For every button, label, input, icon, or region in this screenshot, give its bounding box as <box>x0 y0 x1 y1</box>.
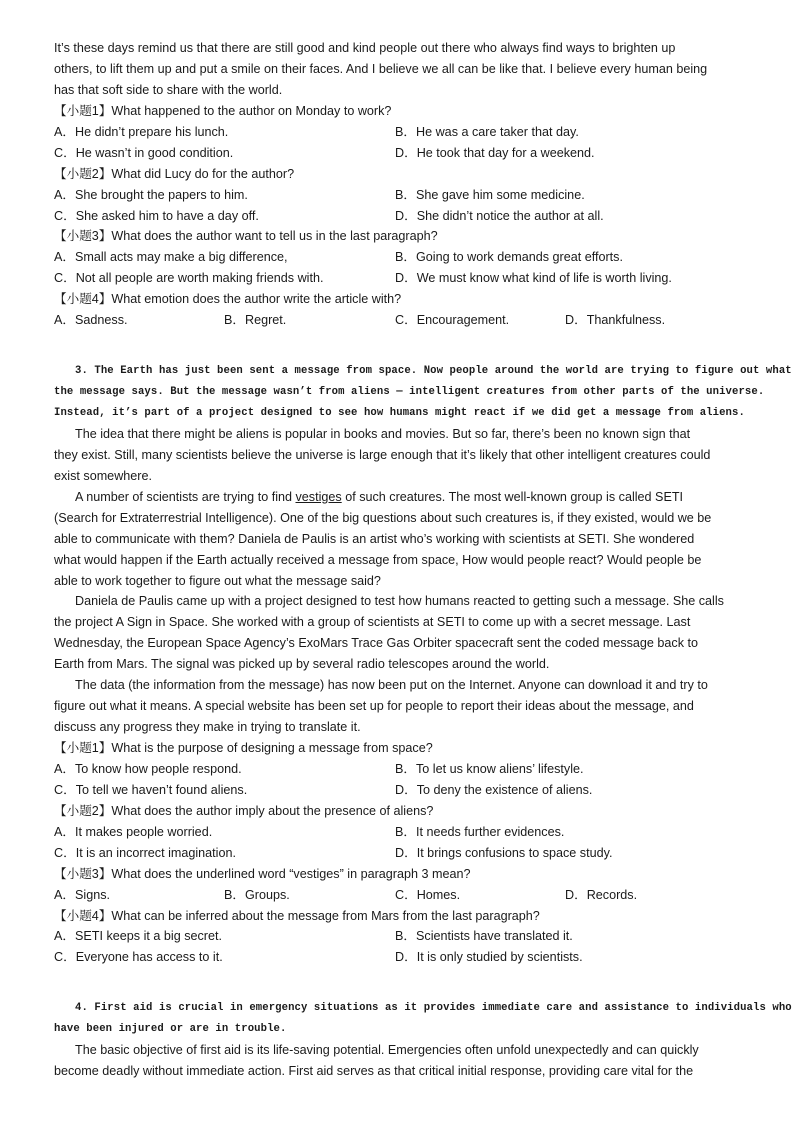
text-line: The data (the information from the message) has now been put on the Internet. Anyone can download it and try to <box>75 678 708 693</box>
option-row <box>54 843 744 864</box>
option-row <box>54 947 744 968</box>
text-line: (Search for Extraterrestrial Intelligence). One of the big questions about such creatures is, if they existed, would we be <box>54 510 712 525</box>
option-c[interactable]: C．Encouragement. <box>395 313 510 328</box>
passage-2-question-3 <box>54 226 744 289</box>
text-line: It’s these days remind us that there are still good and kind people out there who always find ways to brighten up <box>54 41 676 55</box>
text-line: The idea that there might be aliens is popular in books and movies. But so far, there’s been no known sign that <box>75 426 691 441</box>
option-d[interactable]: D．He took that day for a weekend. <box>395 145 595 160</box>
option-a[interactable]: A．Small acts may make a big difference, <box>54 250 288 265</box>
underlined-word-vestiges: vestiges <box>295 489 342 504</box>
text-line: exist somewhere. <box>54 468 152 483</box>
option-a[interactable]: A．It makes people worried. <box>54 824 213 839</box>
passage-4-paragraph-1 <box>54 1040 744 1082</box>
option-b[interactable]: B．Groups. <box>224 887 290 902</box>
text-line: have been injured or are in trouble. <box>54 1023 287 1036</box>
text-line: they exist. Still, many scientists believe the universe is large enough that it’s likely that other intelligent creatures could <box>54 447 711 462</box>
text-line: Wednesday, the European Space Agency’s ExoMars Trace Gas Orbiter spacecraft sent the coded message back to <box>54 636 699 651</box>
text-line: Daniela de Paulis came up with a project designed to test how humans reacted to getting such a message. She calls <box>75 594 724 609</box>
passage-2-question-2 <box>54 164 744 227</box>
text-line: has that soft side to share with the world. <box>54 82 283 97</box>
option-c[interactable]: C．It is an incorrect imagination. <box>54 845 236 860</box>
option-b[interactable]: B．Regret. <box>224 313 287 328</box>
text-segment: of such creatures. The most well-known group is called SETI <box>341 489 684 504</box>
text-line: The basic objective of first aid is its life-saving potential. Emergencies often unfold unexpectedly and can quickly <box>75 1043 699 1058</box>
option-d[interactable]: D．Thankfulness. <box>565 313 666 328</box>
option-a[interactable]: A．To know how people respond. <box>54 761 242 776</box>
text-segment: A number of scientists are trying to find <box>75 489 296 504</box>
passage-3-question-3 <box>54 864 744 906</box>
option-row <box>54 206 744 227</box>
option-a[interactable]: A．SETI keeps it a big secret. <box>54 929 222 944</box>
option-d[interactable]: D．It is only studied by scientists. <box>395 950 583 965</box>
option-b[interactable]: B．He was a care taker that day. <box>395 124 579 139</box>
option-a[interactable]: A．She brought the papers to him. <box>54 187 248 202</box>
option-c[interactable]: C．He wasn’t in good condition. <box>54 145 234 160</box>
question-stem: 【小题3】What does the author want to tell us in the last paragraph? <box>54 229 438 244</box>
spacer <box>54 331 744 361</box>
text-line: become deadly without immediate action. First aid serves as that critical initial response, providing care vital for the <box>54 1064 694 1079</box>
option-c[interactable]: C．Homes. <box>395 887 461 902</box>
passage-3-question-4 <box>54 906 744 969</box>
passage-3-paragraph-4 <box>54 675 744 738</box>
text-line: others, to lift them up and put a smile on their faces. And I believe we all can be like that. I believe every human being <box>54 61 708 76</box>
option-row <box>54 143 744 164</box>
option-row <box>54 885 744 906</box>
option-b[interactable]: B．She gave him some medicine. <box>395 187 585 202</box>
option-b[interactable]: B．To let us know aliens’ lifestyle. <box>395 761 584 776</box>
option-d[interactable]: D．Records. <box>565 887 638 902</box>
text-line: discuss any progress they make in trying to translate it. <box>54 720 361 735</box>
passage-3-question-1 <box>54 738 744 801</box>
text-line <box>54 487 744 508</box>
passage-3-intro <box>54 361 792 424</box>
option-d[interactable]: D．She didn’t notice the author at all. <box>395 208 604 223</box>
passage-2-conclusion <box>54 38 744 101</box>
passage-3-paragraph-2 <box>54 487 744 592</box>
passage-2-question-4 <box>54 289 744 331</box>
option-row <box>54 268 744 289</box>
passage-3-question-2 <box>54 801 744 864</box>
option-row <box>54 926 744 947</box>
passage-4-intro <box>54 998 792 1040</box>
option-c[interactable]: C．To tell we haven’t found aliens. <box>54 782 248 797</box>
option-d[interactable]: D．We must know what kind of life is worth living. <box>395 271 672 286</box>
text-line: able to communicate with them? Daniela de Paulis is an artist who’s working with scientists at SETI. She wondered <box>54 531 695 546</box>
text-line: figure out what it means. A special website has been set up for people to report their ideas about the message, and <box>54 699 694 714</box>
exam-page <box>54 38 792 1082</box>
option-b[interactable]: B．Going to work demands great efforts. <box>395 250 623 265</box>
text-line: Earth from Mars. The signal was picked up by several radio telescopes around the world. <box>54 657 550 672</box>
option-a[interactable]: A．He didn’t prepare his lunch. <box>54 124 229 139</box>
option-d[interactable]: D．To deny the existence of aliens. <box>395 782 593 797</box>
option-c[interactable]: C．Not all people are worth making friends with. <box>54 271 324 286</box>
option-c[interactable]: C．Everyone has access to it. <box>54 950 223 965</box>
question-stem: 【小题4】What can be inferred about the message from Mars from the last paragraph? <box>54 908 540 923</box>
option-row <box>54 310 744 331</box>
passage-2-question-1 <box>54 101 744 164</box>
text-line: 4. First aid is crucial in emergency situations as it provides immediate care and assistance to individuals who <box>75 1002 792 1015</box>
option-row <box>54 185 744 206</box>
question-stem: 【小题3】What does the underlined word “vestiges” in paragraph 3 mean? <box>54 866 471 881</box>
text-line: what would happen if the Earth actually received a message from space, How would people react? Would people be <box>54 552 702 567</box>
text-line: 3. The Earth has just been sent a message from space. Now people around the world are trying to figure out what <box>75 365 792 378</box>
option-row <box>54 247 744 268</box>
text-line: the project A Sign in Space. She worked with a group of scientists at SETI to come up with a secret message. Last <box>54 615 691 630</box>
option-row <box>54 122 744 143</box>
passage-3-paragraph-1 <box>54 424 744 487</box>
option-c[interactable]: C．She asked him to have a day off. <box>54 208 259 223</box>
option-row <box>54 822 744 843</box>
passage-3-paragraph-3 <box>54 591 744 675</box>
option-b[interactable]: B．It needs further evidences. <box>395 824 565 839</box>
text-line: able to work together to figure out what the message said? <box>54 573 381 588</box>
option-a[interactable]: A．Sadness. <box>54 313 128 328</box>
question-stem: 【小题2】What did Lucy do for the author? <box>54 166 295 181</box>
option-b[interactable]: B．Scientists have translated it. <box>395 929 573 944</box>
option-row <box>54 759 744 780</box>
text-line: Instead, it’s part of a project designed to see how humans might react if we did get a message from aliens. <box>54 407 745 419</box>
question-stem: 【小题4】What emotion does the author write the article with? <box>54 292 402 307</box>
question-stem: 【小题1】What is the purpose of designing a message from space? <box>54 741 433 755</box>
option-d[interactable]: D．It brings confusions to space study. <box>395 845 613 860</box>
text-line: the message says. But the message wasn’t from aliens — intelligent creatures from other parts of the universe. <box>54 386 765 399</box>
question-stem: 【小题1】What happened to the author on Monday to work? <box>54 103 392 118</box>
question-stem: 【小题2】What does the author imply about the presence of aliens? <box>54 803 434 818</box>
spacer <box>54 968 744 998</box>
option-row <box>54 780 744 801</box>
option-a[interactable]: A．Signs. <box>54 887 110 902</box>
